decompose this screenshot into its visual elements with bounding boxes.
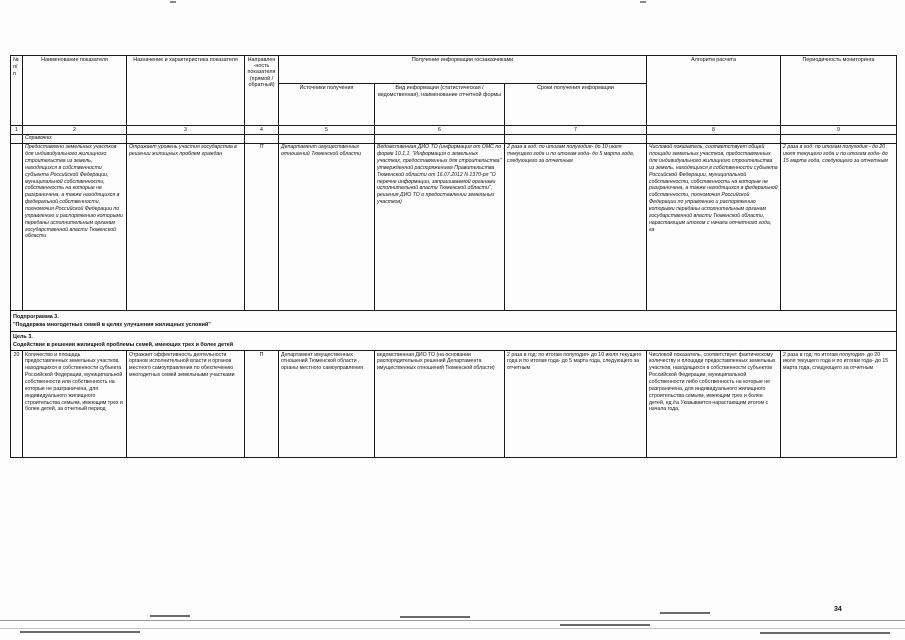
goal-label-row (11, 332, 897, 342)
column-number: 3 (127, 126, 245, 135)
reference-label: Справочно: (23, 134, 127, 143)
scan-line (0, 628, 905, 629)
column-number: 9 (781, 126, 897, 135)
ref-direction: П (245, 143, 279, 310)
reference-label-row (11, 134, 897, 143)
column-number: 5 (279, 126, 375, 135)
row20-period: 2 раза в год: по итогам полугодия- до 20 июля текущего года и по итогам года- до 15 марта года, следующего за отчетным (781, 351, 897, 458)
row20-terms: 2 раза в год: по итогам полугодия- до 10 июля текущего года и по итогам года- до 5 марта года, следующего за отчетным (505, 351, 647, 458)
row20-direction: П (245, 351, 279, 458)
column-number: 8 (647, 126, 781, 135)
goal-label: Цель 3. (11, 332, 897, 342)
header-row-1 (11, 56, 897, 84)
subprogram-label-row (11, 310, 897, 321)
empty-cell (781, 134, 897, 143)
ref-algorithm: Числовой показатель, соответствует общей площади земельных участков, предоставленных для индивидуального жилищного строительства из земель, находящихся в собственности субъекта Российской Федерации, муниципальной собственности, собственность на которые не разграничена, а также находящихся в федеральной собственности, полномочия Российской Федерации по управлению и распоряжению которыми переданы исполнительным органам государственной власти Тюменской области, нарастающим итогом с начала отчетного года, га (647, 143, 781, 310)
subprogram-title: "Поддержка многодетных семей в целях улучшения жилищных условий" (11, 321, 897, 332)
reference-row (11, 143, 897, 310)
empty-cell (245, 134, 279, 143)
scan-line (0, 620, 905, 621)
scan-line (400, 616, 470, 618)
ref-type: Ведомственная ДИО ТО (информация от ОМС по форме 10.1.1. "Информация о земельных участках, предоставленных для строительства" утвержденной распоряжением Правительства Тюменской области от 16.07.2012 N 1370-рп "О перечне информации, запрашиваемой органами исполнительной власти Тюменской области", решения ДИО ТО о предоставлении земельных участков) (375, 143, 505, 310)
scan-line (760, 632, 890, 634)
header-period: Периодичность мониторинга (781, 56, 897, 126)
subprogram-label: Подпрограмма 3. (11, 310, 897, 321)
header-type: Вид информации (статистическая / ведомственная), наименование отчетной формы (375, 84, 505, 126)
ref-name: Предоставлено земельных участков для индивидуального жилищного строительства из земель, находящихся в собственности субъекта Российской Федерации, муниципальной собственности, собственность на которые не разграничена, а также находящихся в федеральной собственности, полномочия Российской Федерации по управлению и распоряжению которыми переданы исполнительным органам государственной власти Тюменской области (23, 143, 127, 310)
column-number: 1 (11, 126, 23, 135)
page-number: 34 (834, 606, 842, 613)
column-number: 6 (375, 126, 505, 135)
row20-num: 20 (11, 351, 23, 458)
column-number: 7 (505, 126, 647, 135)
header-purpose: Назначение и характеристика показателя (127, 56, 245, 126)
header-terms: Сроки получения информации (505, 84, 647, 126)
column-number: 4 (245, 126, 279, 135)
subprogram-title-row (11, 321, 897, 332)
empty-cell (127, 134, 245, 143)
header-direction: Направлен-ность показателя (прямой / обратный) (245, 56, 279, 126)
ref-sources: Департамент имущественных отношений Тюменской области (279, 143, 375, 310)
ref-purpose: Отражает уровень участия государства в решении жилищных проблем граждан (127, 143, 245, 310)
scan-line (150, 615, 190, 617)
column-number: 2 (23, 126, 127, 135)
ref-num (11, 143, 23, 310)
row20-purpose: Отражает эффективность деятельности органов исполнительной власти и органов местного самоуправления по обеспечению многодетных семей земельными участками (127, 351, 245, 458)
empty-cell (375, 134, 505, 143)
row20-name: Количество и площадь предоставленных земельных участков, находящихся в собственности субъекта Российской Федерации, муниципальной собственности или собственность на которые не разграничена, для индивидуального жилищного строительства семьям, имеющим трех и более детей, за отчетный период (23, 351, 127, 458)
ref-period: 2 раза в год: по итогам полугодия - до 20 июля текущего года и по итогам года- до 15 марта года, следующего за отчетным (781, 143, 897, 310)
scan-line (660, 612, 710, 614)
scan-mark (170, 1, 176, 3)
column-numbers-row (11, 126, 897, 135)
goal-title-row (11, 342, 897, 351)
header-num: № п/п (11, 56, 23, 126)
scan-line (560, 624, 650, 626)
empty-cell (647, 134, 781, 143)
goal-title: Содействие в решении жилищной проблемы семей, имеющих трех и более детей (11, 342, 897, 351)
row20-type: ведомственная ДИО ТО (на основании распорядительных решений Департамента имущественных отношений Тюменской области) (375, 351, 505, 458)
indicator-row-20 (11, 351, 897, 458)
row20-algorithm: Числовой показатель, соответствует фактическому количеству и площади предоставленных земельных участков, находящихся в собственности субъектов Российской Федерации, муниципальной собственности либо собственность на которые не разграничена, для индивидуального жилищного строительства семьям, имеющим трех и более детей, ед./га Указывается нарастающим итогом с начала года. (647, 351, 781, 458)
header-info-group: Получение информации госзаказчиками (279, 56, 647, 84)
header-name: Наименование показателя (23, 56, 127, 126)
indicators-table (10, 55, 897, 458)
header-sources: Источники получения (279, 84, 375, 126)
scan-line (20, 631, 140, 633)
empty-cell (279, 134, 375, 143)
scan-mark (640, 1, 646, 3)
row20-sources: Департамент имущественных отношений Тюменской области , органы местного самоуправления (279, 351, 375, 458)
reference-num-cell (11, 134, 23, 143)
ref-terms: 2 раза в год: по итогам полугодия- до 10 июля текущего года и по итогам года- до 5 марта года, следующего за отчетным (505, 143, 647, 310)
empty-cell (505, 134, 647, 143)
header-algorithm: Алгоритм расчета (647, 56, 781, 126)
